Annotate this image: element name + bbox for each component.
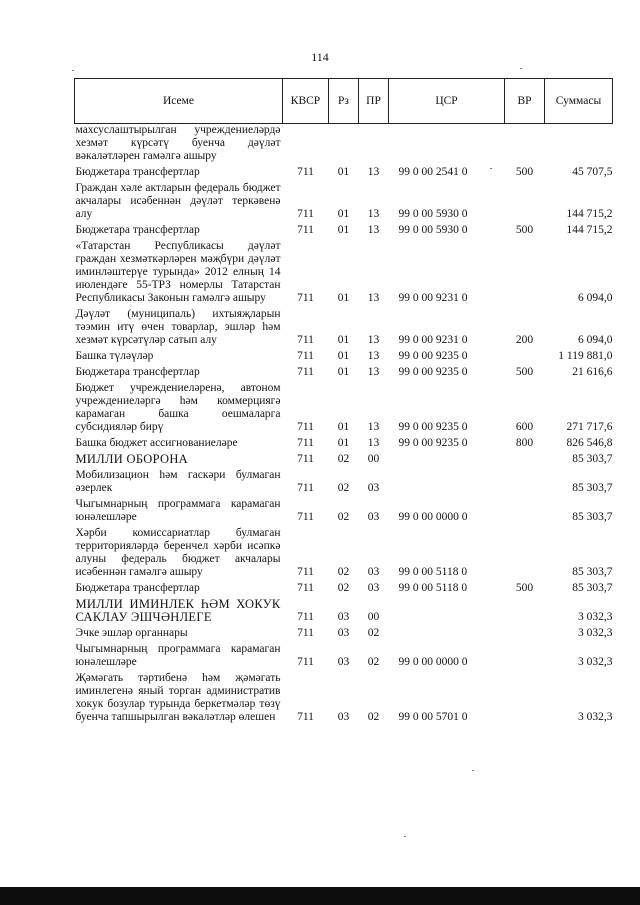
table-row	[75, 306, 613, 348]
cell-sum: 45 707,5	[572, 166, 613, 178]
cell-csr: 99 0 00 9231 0	[398, 334, 468, 346]
cell-pr: 13	[367, 366, 380, 378]
cell-rz: 01	[337, 334, 350, 346]
cell-name: Бюджетара трансфертлар	[75, 582, 200, 594]
cell-sum: 3 032,3	[578, 611, 613, 623]
cell-csr: 99 0 00 5930 0	[398, 208, 468, 220]
cell-pr: 00	[367, 453, 380, 465]
cell-csr: 99 0 00 5118 0	[398, 566, 468, 578]
cell-csr: 99 0 00 9235 0	[398, 421, 468, 433]
header-sum: Суммасы	[545, 79, 613, 124]
cell-name: МИЛЛИ ИМИНЛЕК ҺӘМ ХОКУК САКЛАУ ЭШЧӘНЛЕГЕ	[75, 597, 281, 624]
cell-rz	[329, 124, 359, 165]
cell-rz: 02	[337, 582, 350, 594]
cell-kvsr: 711	[297, 482, 314, 494]
cell-csr: 99 0 00 5118 0	[398, 582, 468, 594]
cell-pr: 03	[367, 482, 380, 494]
cell-kvsr: 711	[297, 611, 314, 623]
cell-rz: 01	[337, 366, 350, 378]
cell-csr	[389, 625, 505, 641]
cell-kvsr: 711	[297, 437, 314, 449]
table-row	[75, 467, 613, 496]
table-row	[75, 641, 613, 670]
table-row	[75, 525, 613, 580]
cell-name: МИЛЛИ ОБОРОНА	[75, 452, 188, 466]
budget-table	[74, 78, 613, 725]
cell-name: Бюджет учреждениеләренә, автоном учреждениеләргә һәм коммерциягә карамаган башка оешмаларга субсидияләр бирү	[75, 382, 281, 433]
cell-pr: 13	[367, 292, 380, 304]
cell-vr	[505, 238, 545, 306]
cell-name: «Татарстан Республикасы дәүләт граждан хезмәткәрләрен мәҗбүри дәүләт иминләштерүе турында» 2012 елның 14 июлендәге 55-ТРЗ номерлы Татарстан Республикасы Законын гамәлгә ашыру	[75, 240, 281, 304]
cell-vr: 200	[515, 334, 534, 346]
cell-name: Бюджетара трансфертлар	[75, 224, 200, 236]
cell-sum: 85 303,7	[572, 453, 613, 465]
cell-sum: 21 616,6	[572, 366, 613, 378]
header-rz: Рз	[329, 79, 359, 124]
cell-vr	[505, 180, 545, 222]
scan-speck	[520, 68, 522, 69]
cell-vr	[505, 467, 545, 496]
cell-rz: 03	[337, 627, 350, 639]
cell-kvsr: 711	[297, 208, 314, 220]
cell-sum: 144 715,2	[566, 224, 613, 236]
cell-kvsr: 711	[297, 166, 314, 178]
cell-rz: 01	[337, 208, 350, 220]
cell-pr: 02	[367, 711, 380, 723]
cell-rz: 02	[337, 511, 350, 523]
cell-name: Бюджетара трансфертлар	[75, 366, 200, 378]
cell-pr: 13	[367, 437, 380, 449]
cell-sum: 144 715,2	[566, 208, 613, 220]
table-row	[75, 596, 613, 625]
scan-edge-bar	[0, 887, 640, 905]
table-row	[75, 496, 613, 525]
cell-pr: 13	[367, 166, 380, 178]
cell-kvsr: 711	[297, 350, 314, 362]
table-header	[75, 79, 613, 124]
cell-pr: 13	[367, 334, 380, 346]
table-row	[75, 124, 613, 165]
table-row	[75, 435, 613, 451]
cell-name: Граждан хәле актларын федераль бюджет акчалары исәбеннән дәүләт теркәвенә алу	[75, 182, 281, 220]
table-row	[75, 238, 613, 306]
cell-sum: 85 303,7	[572, 566, 613, 578]
cell-csr: 99 0 00 5930 0	[398, 224, 468, 236]
cell-pr: 03	[367, 566, 380, 578]
cell-pr: 13	[367, 208, 380, 220]
cell-pr: 02	[367, 627, 380, 639]
cell-vr	[505, 641, 545, 670]
cell-name: Чыгымнарның программага карамаган юнәлешләре	[75, 643, 281, 668]
scan-speck	[472, 770, 474, 771]
cell-pr: 13	[367, 421, 380, 433]
table-row	[75, 164, 613, 180]
cell-csr: 99 0 00 2541 0	[398, 166, 468, 178]
cell-vr	[505, 525, 545, 580]
cell-kvsr: 711	[297, 453, 314, 465]
cell-csr: 99 0 00 0000 0	[398, 656, 468, 668]
cell-name: Бюджетара трансфертлар	[75, 166, 200, 178]
cell-sum: 1 119 881,0	[558, 350, 613, 362]
cell-csr	[389, 596, 505, 625]
cell-pr: 13	[367, 224, 380, 236]
cell-csr	[389, 451, 505, 467]
cell-csr: 99 0 00 9235 0	[398, 350, 468, 362]
cell-kvsr: 711	[297, 511, 314, 523]
cell-csr: 99 0 00 5701 0	[398, 711, 468, 723]
cell-name: Башка бюджет ассигнованиеләре	[75, 437, 238, 449]
cell-name: Башка түләүләр	[75, 350, 154, 362]
table-row	[75, 380, 613, 435]
cell-vr	[505, 124, 545, 165]
cell-pr	[359, 124, 389, 165]
cell-sum: 85 303,7	[572, 511, 613, 523]
cell-kvsr	[283, 124, 329, 165]
header-name: Исеме	[75, 79, 283, 124]
cell-pr: 13	[367, 350, 380, 362]
cell-sum: 6 094,0	[578, 334, 613, 346]
cell-kvsr: 711	[297, 627, 314, 639]
cell-csr: 99 0 00 9235 0	[398, 437, 468, 449]
cell-pr: 03	[367, 511, 380, 523]
cell-vr	[505, 625, 545, 641]
cell-rz: 01	[337, 437, 350, 449]
cell-kvsr: 711	[297, 582, 314, 594]
cell-vr	[505, 451, 545, 467]
cell-vr	[505, 348, 545, 364]
cell-vr	[505, 496, 545, 525]
header-csr: ЦСР	[389, 79, 505, 124]
cell-vr: 500	[515, 582, 534, 594]
table-body	[75, 124, 613, 726]
cell-csr	[389, 124, 505, 165]
cell-name: Мобилизацион һәм гаскәри булмаган әзерлек	[75, 469, 281, 494]
cell-rz: 03	[337, 656, 350, 668]
cell-rz: 01	[337, 292, 350, 304]
cell-pr: 00	[367, 611, 380, 623]
cell-pr: 03	[367, 582, 380, 594]
cell-name: Хәрби комиссариатлар булмаган территорияләрдә беренчел хәрби исәпкә алуны федераль бюджет акчалары исәбеннән гамәлгә ашыру	[75, 527, 281, 578]
cell-sum: 6 094,0	[578, 292, 613, 304]
cell-kvsr: 711	[297, 566, 314, 578]
table-row	[75, 348, 613, 364]
table-row	[75, 222, 613, 238]
cell-sum: 826 546,8	[566, 437, 613, 449]
cell-name: Җәмәгать тәртибенә һәм җәмәгать иминлегенә яный торган административ хокук бозулар турында беркетмәләр төзү буенча тапшырылган вәкаләтләр өлешен	[75, 672, 281, 723]
table-row	[75, 364, 613, 380]
cell-rz: 01	[337, 224, 350, 236]
table-row	[75, 625, 613, 641]
cell-rz: 02	[337, 566, 350, 578]
cell-name: махсуслаштырылган учреждениеләрдә хезмәт күрсәтү буенча дәүләт вәкаләтләрен гамәлгә ашыру	[75, 124, 281, 162]
cell-csr: 99 0 00 9231 0	[398, 292, 468, 304]
cell-name: Эчке эшләр органнары	[75, 627, 188, 639]
table-row	[75, 580, 613, 596]
cell-vr: 500	[515, 366, 534, 378]
header-vr: ВР	[505, 79, 545, 124]
cell-csr: 99 0 00 9235 0	[398, 366, 468, 378]
cell-name: Чыгымнарның программага карамаган юнәлешләре	[75, 498, 281, 523]
scan-speck	[404, 836, 406, 837]
cell-sum: 85 303,7	[572, 482, 613, 494]
cell-kvsr: 711	[297, 711, 314, 723]
cell-rz: 01	[337, 166, 350, 178]
cell-vr: 600	[515, 421, 534, 433]
cell-rz: 03	[337, 711, 350, 723]
cell-csr: 99 0 00 0000 0	[398, 511, 468, 523]
table-row	[75, 451, 613, 467]
cell-vr	[505, 670, 545, 725]
cell-rz: 01	[337, 421, 350, 433]
cell-sum: 3 032,3	[578, 711, 613, 723]
header-pr: ПР	[359, 79, 389, 124]
cell-sum: 85 303,7	[572, 582, 613, 594]
header-kvsr: КВСР	[283, 79, 329, 124]
cell-kvsr: 711	[297, 292, 314, 304]
scan-speck	[490, 168, 492, 169]
cell-sum: 3 032,3	[578, 627, 613, 639]
table-row	[75, 670, 613, 725]
cell-rz: 02	[337, 453, 350, 465]
cell-vr: 500	[515, 166, 534, 178]
cell-rz: 01	[337, 350, 350, 362]
cell-sum: 271 717,6	[566, 421, 613, 433]
cell-sum: 3 032,3	[578, 656, 613, 668]
cell-kvsr: 711	[297, 224, 314, 236]
cell-vr: 800	[515, 437, 534, 449]
table-row	[75, 180, 613, 222]
cell-pr: 02	[367, 656, 380, 668]
cell-kvsr: 711	[297, 656, 314, 668]
scan-speck	[72, 70, 74, 71]
page-number: 114	[311, 50, 329, 64]
cell-name: Дәүләт (муниципаль) ихтыяҗларын тәэмин итү өчен товарлар, эшләр һәм хезмәт күрсәтүләр сатып алу	[75, 308, 281, 346]
cell-kvsr: 711	[297, 334, 314, 346]
cell-kvsr: 711	[297, 366, 314, 378]
cell-kvsr: 711	[297, 421, 314, 433]
cell-sum	[545, 124, 613, 165]
cell-vr	[505, 596, 545, 625]
cell-rz: 02	[337, 482, 350, 494]
cell-vr: 500	[515, 224, 534, 236]
cell-csr	[389, 467, 505, 496]
cell-rz: 03	[337, 611, 350, 623]
